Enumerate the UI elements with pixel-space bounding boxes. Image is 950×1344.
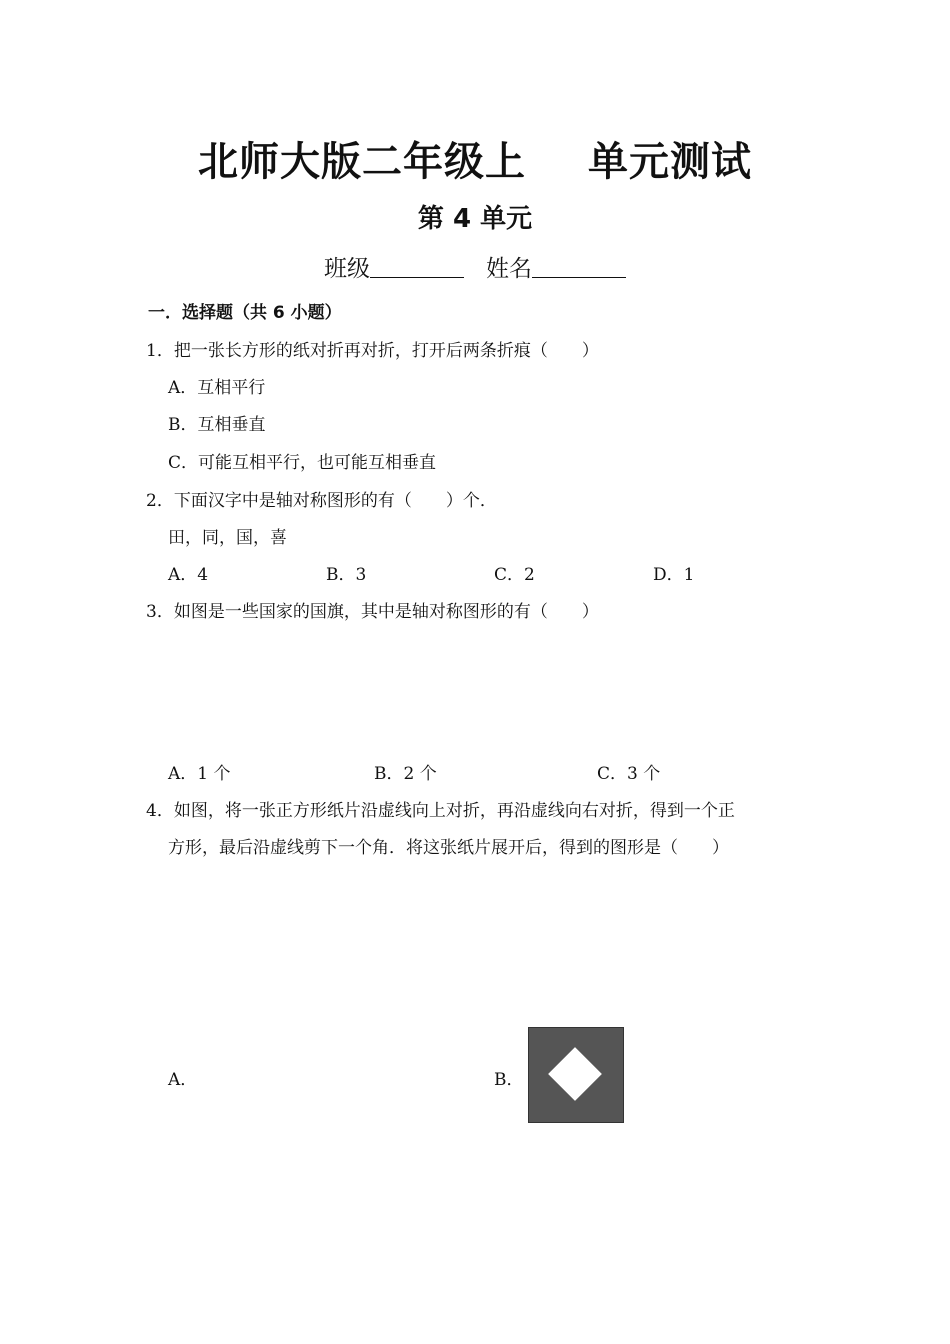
q4-option-b-figure <box>528 1027 624 1123</box>
q2-characters: 田，同，国，喜 <box>168 528 287 548</box>
q1-option-c[interactable]: C．可能互相平行，也可能互相垂直 <box>168 453 437 473</box>
q1-option-a[interactable]: A．互相平行 <box>168 378 266 398</box>
question-1 <box>146 336 599 361</box>
name-label: 姓名 <box>486 256 532 282</box>
q2-option-c[interactable]: C．2 <box>494 565 535 585</box>
q2-option-d[interactable]: D．1 <box>653 565 695 585</box>
page-subtitle: 第 4 单元 <box>417 204 533 234</box>
diamond-cutout <box>548 1047 602 1101</box>
question-3 <box>146 597 599 622</box>
question-2 <box>146 486 497 511</box>
title-left: 北师大版二年级上 <box>198 139 526 185</box>
section-heading: 一．选择题（共 6 小题） <box>148 303 342 323</box>
q3-option-b[interactable]: B．2 个 <box>374 764 437 784</box>
q3-option-a[interactable]: A．1 个 <box>168 764 231 784</box>
question-4-stem-end: ） <box>712 838 729 858</box>
page-title <box>0 130 950 187</box>
question-2-stem-end: ）个． <box>445 491 497 511</box>
q1-option-b[interactable]: B．互相垂直 <box>168 415 266 435</box>
question-4-line-2 <box>168 833 729 858</box>
question-1-stem-end: ） <box>581 341 599 361</box>
question-1-stem: 1．把一张长方形的纸对折再对折，打开后两条折痕（ <box>146 341 548 361</box>
title-right: 单元测试 <box>588 139 752 185</box>
q4-option-b[interactable]: B． <box>494 1070 524 1090</box>
name-blank[interactable] <box>532 255 626 278</box>
question-3-stem: 3．如图是一些国家的国旗，其中是轴对称图形的有（ <box>146 602 548 622</box>
q2-option-b[interactable]: B．3 <box>326 565 367 585</box>
class-name-line <box>0 250 950 283</box>
question-2-stem: 2．下面汉字中是轴对称图形的有（ <box>146 491 412 511</box>
q4-option-a[interactable]: A． <box>168 1070 198 1090</box>
question-3-stem-end: ） <box>581 602 599 622</box>
class-blank[interactable] <box>370 255 464 278</box>
question-4-stem: 方形，最后沿虚线剪下一个角．将这张纸片展开后，得到的图形是（ <box>168 838 678 858</box>
class-label: 班级 <box>324 256 370 282</box>
q3-option-c[interactable]: C．3 个 <box>597 764 661 784</box>
q2-option-a[interactable]: A．4 <box>168 565 209 585</box>
question-4-line-1: 4．如图，将一张正方形纸片沿虚线向上对折，再沿虚线向右对折，得到一个正 <box>146 801 735 821</box>
